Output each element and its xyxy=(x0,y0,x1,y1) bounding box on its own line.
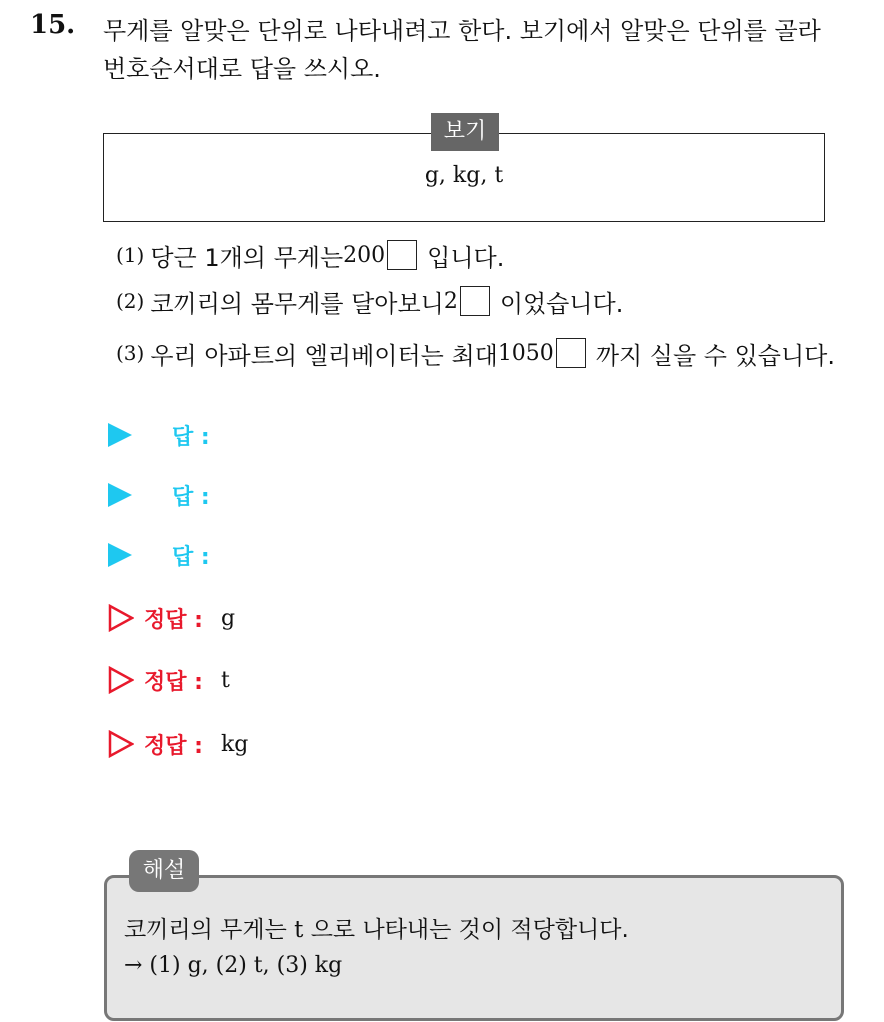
outline-triangle-icon xyxy=(108,604,134,632)
correct-answer-label: 정답 : xyxy=(144,733,203,759)
sub-question-3 xyxy=(116,335,835,371)
answer-blank[interactable] xyxy=(387,240,417,270)
play-triangle-icon xyxy=(108,483,132,507)
correct-answer-row-2 xyxy=(108,662,230,698)
answer-row-3[interactable] xyxy=(108,537,210,573)
sub-question-2 xyxy=(116,283,623,319)
sub-question-suffix: 입니다. xyxy=(427,243,505,272)
answer-label: 답 : xyxy=(172,484,210,510)
correct-answer-value: g xyxy=(220,605,236,631)
answer-blank[interactable] xyxy=(460,286,490,316)
question-number: 15. xyxy=(30,10,76,40)
sub-question-suffix: 까지 실을 수 있습니다. xyxy=(595,341,835,370)
correct-answer-label: 정답 : xyxy=(144,669,203,695)
explanation-line2: → (1) g, (2) t, (3) kg xyxy=(124,953,343,978)
explanation-unit: t xyxy=(294,917,304,943)
sub-question-text: 우리 아파트의 엘리베이터는 최대 xyxy=(150,341,498,370)
correct-answer-row-1 xyxy=(108,600,235,636)
explanation-label: 해설 xyxy=(129,850,199,892)
sub-question-suffix: 이었습니다. xyxy=(499,289,624,318)
outline-triangle-icon xyxy=(108,730,134,758)
play-triangle-icon xyxy=(108,543,132,567)
answer-label: 답 : xyxy=(172,544,210,570)
bogi-label: 보기 xyxy=(431,113,499,151)
correct-answer-value: t xyxy=(220,667,230,693)
question-text xyxy=(103,12,863,88)
outline-triangle-icon xyxy=(108,666,134,694)
explanation-box xyxy=(104,875,844,1021)
answer-row-2[interactable] xyxy=(108,477,210,513)
sub-question-value: 200 xyxy=(343,242,386,268)
answer-row-1[interactable] xyxy=(108,417,210,453)
answer-blank[interactable] xyxy=(556,338,586,368)
sub-question-number: (1) xyxy=(116,243,145,267)
sub-question-value: 1050 xyxy=(497,340,554,366)
correct-answer-row-3 xyxy=(108,726,248,762)
sub-question-1 xyxy=(116,237,504,273)
sub-question-value: 2 xyxy=(443,288,458,314)
sub-question-number: (2) xyxy=(116,289,145,313)
question-text-line2: 번호순서대로 답을 쓰시오. xyxy=(103,55,381,83)
correct-answer-value: kg xyxy=(220,731,249,757)
answer-label: 답 : xyxy=(172,424,210,450)
play-triangle-icon xyxy=(108,423,132,447)
explanation-text-end: 으로 나타내는 것이 적당합니다. xyxy=(303,917,629,943)
question-text-line1: 무게를 알맞은 단위로 나타내려고 한다. 보기에서 알맞은 단위를 골라 xyxy=(103,17,821,45)
sub-question-number: (3) xyxy=(116,341,145,365)
sub-question-text: 코끼리의 몸무게를 달아보니 xyxy=(150,289,444,318)
correct-answer-label: 정답 : xyxy=(144,607,203,633)
explanation-text: 코끼리의 무게는 xyxy=(124,917,295,943)
explanation-line1 xyxy=(124,911,629,944)
sub-question-text: 당근 1개의 무게는 xyxy=(150,243,344,272)
bogi-content: g, kg, t xyxy=(424,163,504,188)
